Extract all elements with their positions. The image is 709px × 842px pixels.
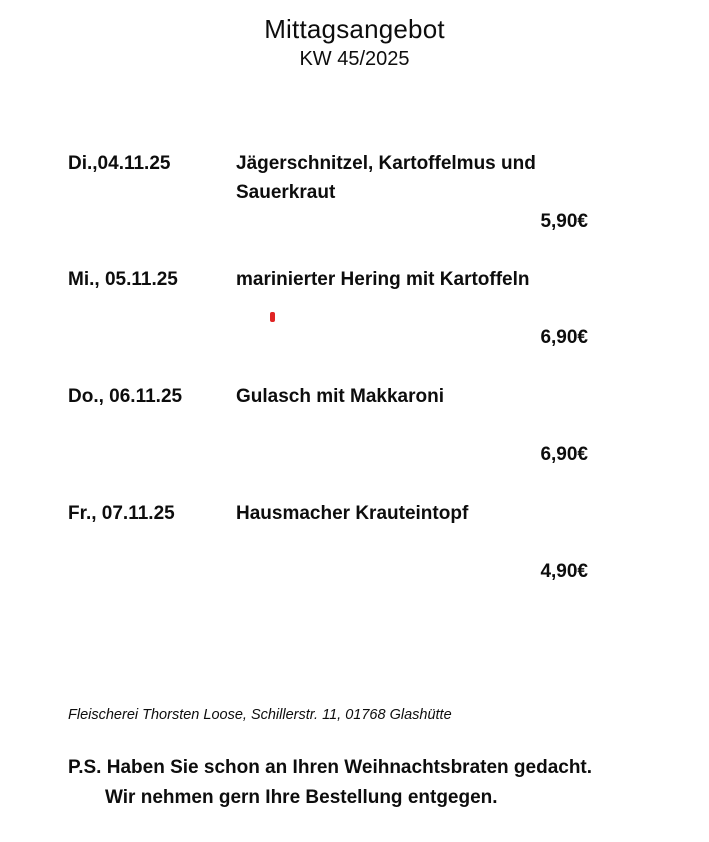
menu-dish <box>236 265 616 294</box>
page-title: Mittagsangebot <box>264 14 445 44</box>
menu-dish-line: marinierter Hering mit Kartoffeln <box>236 269 530 290</box>
menu-price: 5,90€ <box>540 211 588 232</box>
menu-dish-line: Jägerschnitzel, Kartoffelmus und <box>236 153 536 174</box>
menu-dish <box>236 149 616 207</box>
menu-price: 6,90€ <box>540 444 588 465</box>
menu-dish-line: Gulasch mit Makkaroni <box>236 386 445 407</box>
menu-price: 4,90€ <box>540 561 588 582</box>
menu-date: Mi., 05.11.25 <box>68 269 178 290</box>
postscript-line-2: Wir nehmen gern Ihre Bestellung entgegen. <box>105 787 498 808</box>
postscript-line-1: P.S. Haben Sie schon an Ihren Weihnachtsbraten gedacht. <box>68 757 593 778</box>
menu-dish <box>236 382 616 411</box>
menu-date: Fr., 07.11.25 <box>68 503 175 524</box>
calendar-week-subtitle: KW 45/2025 <box>299 48 410 70</box>
menu-dish-line: Hausmacher Krauteintopf <box>236 503 469 524</box>
menu-date: Di.,04.11.25 <box>68 153 171 174</box>
menu-date: Do., 06.11.25 <box>68 386 183 407</box>
menu-dish <box>236 499 616 528</box>
menu-dish-line: Sauerkraut <box>236 182 336 203</box>
menu-price: 6,90€ <box>540 327 588 348</box>
business-address: Fleischerei Thorsten Loose, Schillerstr. 11, 01768 Glashütte <box>68 707 452 723</box>
stray-red-mark <box>270 312 275 322</box>
